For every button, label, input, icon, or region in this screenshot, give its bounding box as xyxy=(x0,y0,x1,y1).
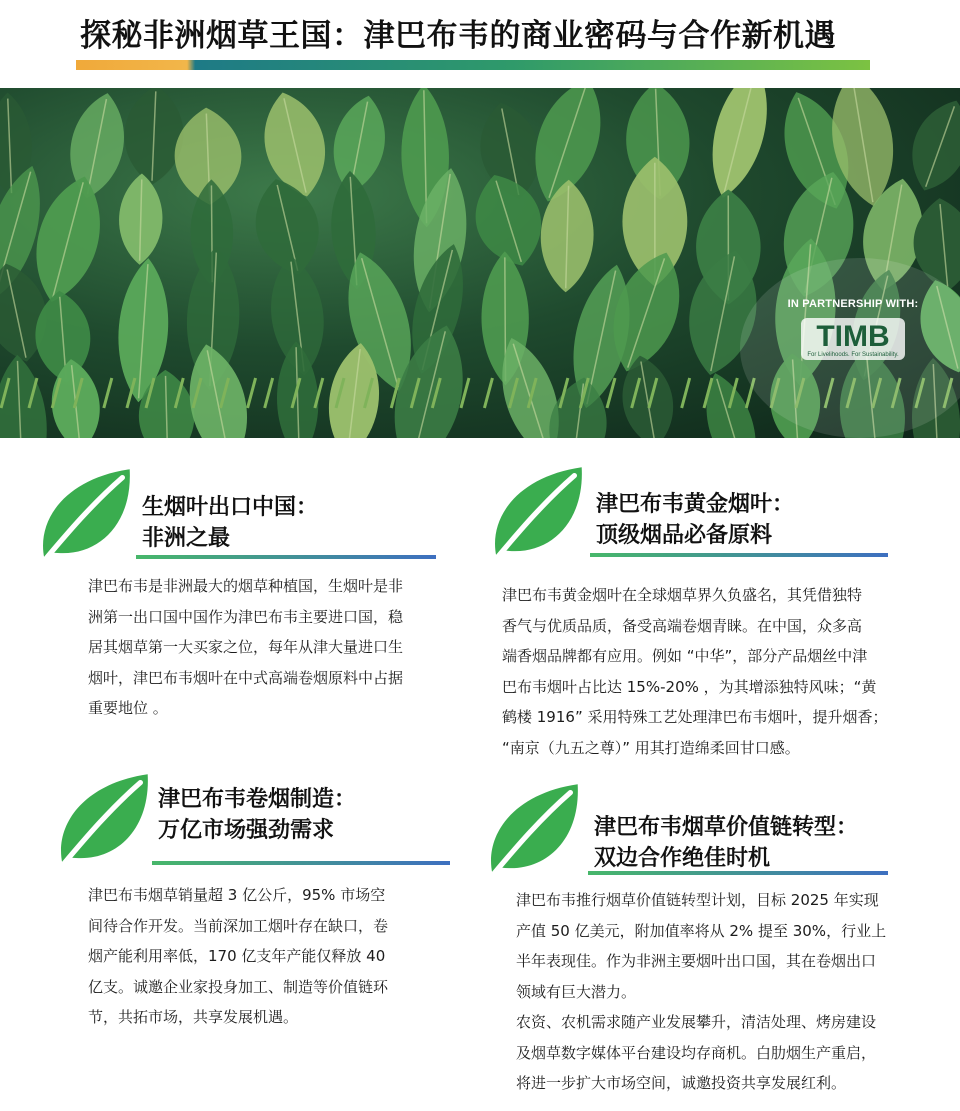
body-line: 节，共拓市场，共享发展机遇。 xyxy=(88,1008,299,1026)
timb-logo-word: TIMB xyxy=(816,320,890,353)
body-line: 及烟草数字媒体平台建设均存商机。白肋烟生产重启， xyxy=(516,1043,877,1062)
tobacco-leaf xyxy=(254,88,336,203)
tobacco-leaf xyxy=(122,88,185,186)
body-line: 烟叶，津巴布韦烟叶在中式高端卷烟原料中占据 xyxy=(88,668,404,687)
tobacco-leaf xyxy=(899,92,960,200)
body-line: 鹤楼 1916” 采用特殊工艺处理津巴布韦烟叶，提升烟香； xyxy=(502,708,888,726)
section-title-line2: 双边合作绝佳时机 xyxy=(594,846,771,871)
hero-image-tobacco-leaves xyxy=(0,88,960,438)
section-underline xyxy=(590,553,888,557)
section-body xyxy=(88,880,388,1033)
leaf-icon xyxy=(34,463,138,567)
leaf-icon xyxy=(52,768,156,872)
body-line: 端香烟品牌都有应用。例如 “中华”，部分产品烟丝中津 xyxy=(502,647,868,665)
body-line: 洲第一出口国中国作为津巴布韦主要进口国，稳 xyxy=(88,607,404,626)
title-underline-bar xyxy=(76,60,870,70)
leaf-stem xyxy=(265,378,273,408)
body-line: 津巴布韦烟草销量超 3 亿公斤，95% 市场空 xyxy=(88,886,386,904)
body-line: 亿支。诚邀企业家投身加工、制造等价值链环 xyxy=(88,977,389,996)
body-line: 烟产能利用率低，170 亿支年产能仅释放 40 xyxy=(88,947,386,965)
section-body xyxy=(88,571,403,724)
section-title-line2: 非洲之最 xyxy=(142,526,231,551)
body-line: 居其烟草第一大买家之位，每年从津大量进口生 xyxy=(88,638,404,656)
section-underline xyxy=(136,555,436,559)
section-underline xyxy=(588,871,888,875)
tobacco-leaf xyxy=(118,173,164,265)
section-title-line1: 生烟叶出口中国： xyxy=(142,495,319,520)
partnership-label: IN PARTNERSHIP WITH: xyxy=(787,298,919,310)
body-line: 间待合作开发。当前深加工烟叶存在缺口，卷 xyxy=(88,916,389,935)
leaf-stem xyxy=(104,378,112,408)
tobacco-leaf xyxy=(699,88,780,204)
body-line: 香气与优质品质，备受高端卷烟青睐。在中国，众多高 xyxy=(502,616,863,635)
leaf-stem xyxy=(484,378,492,408)
tobacco-leaf xyxy=(0,354,50,438)
body-line: 将进一步扩大市场空间，诚邀投资共享发展红利。 xyxy=(516,1074,847,1092)
section-title-line2: 万亿市场强劲需求 xyxy=(158,818,335,843)
body-line: 领域有巨大潜力。 xyxy=(516,982,637,1001)
body-line: 半年表现佳。作为非洲主要烟叶出口国，其在卷烟出口 xyxy=(516,952,877,970)
timb-logo xyxy=(801,318,904,360)
section-body xyxy=(502,580,887,763)
leaf-stem xyxy=(682,378,690,408)
body-line: 农资、农机需求随产业发展攀升，清洁处理、烤房建设 xyxy=(516,1013,877,1031)
section-title-line1: 津巴布韦黄金烟叶： xyxy=(596,492,795,517)
page-title: 探秘非洲烟草王国：津巴布韦的商业密码与合作新机遇 xyxy=(80,18,836,54)
section-title-line2: 顶级烟品必备原料 xyxy=(596,523,773,548)
section-title-line1: 津巴布韦烟草价值链转型： xyxy=(594,815,859,840)
leaf-stem xyxy=(248,378,256,408)
section-body xyxy=(516,885,886,1099)
body-line: 津巴布韦黄金烟叶在全球烟草界久负盛名，其凭借独特 xyxy=(502,586,863,604)
leaf-icon xyxy=(486,461,590,565)
leaf-icon xyxy=(482,778,586,882)
body-line: 产值 50 亿美元，附加值率将从 2% 提至 30%，行业上 xyxy=(516,921,887,940)
timb-logo-tagline: For Livelihoods. For Sustainability. xyxy=(807,352,899,358)
tobacco-leaves-illustration xyxy=(0,88,960,438)
body-line: 津巴布韦推行烟草价值链转型计划，目标 2025 年实现 xyxy=(516,891,879,909)
body-line: 津巴布韦是非洲最大的烟草种植国，生烟叶是非 xyxy=(88,577,404,595)
section-underline xyxy=(152,861,450,865)
body-line: “南京（九五之尊）” 用其打造绵柔回甘口感。 xyxy=(502,738,800,757)
partnership-badge xyxy=(778,298,928,360)
section-title-line1: 津巴布韦卷烟制造： xyxy=(158,787,357,812)
body-line: 重要地位 。 xyxy=(88,699,168,717)
body-line: 巴布韦烟叶占比达 15%-20% ，为其增添独特风味；“黄 xyxy=(502,677,877,696)
